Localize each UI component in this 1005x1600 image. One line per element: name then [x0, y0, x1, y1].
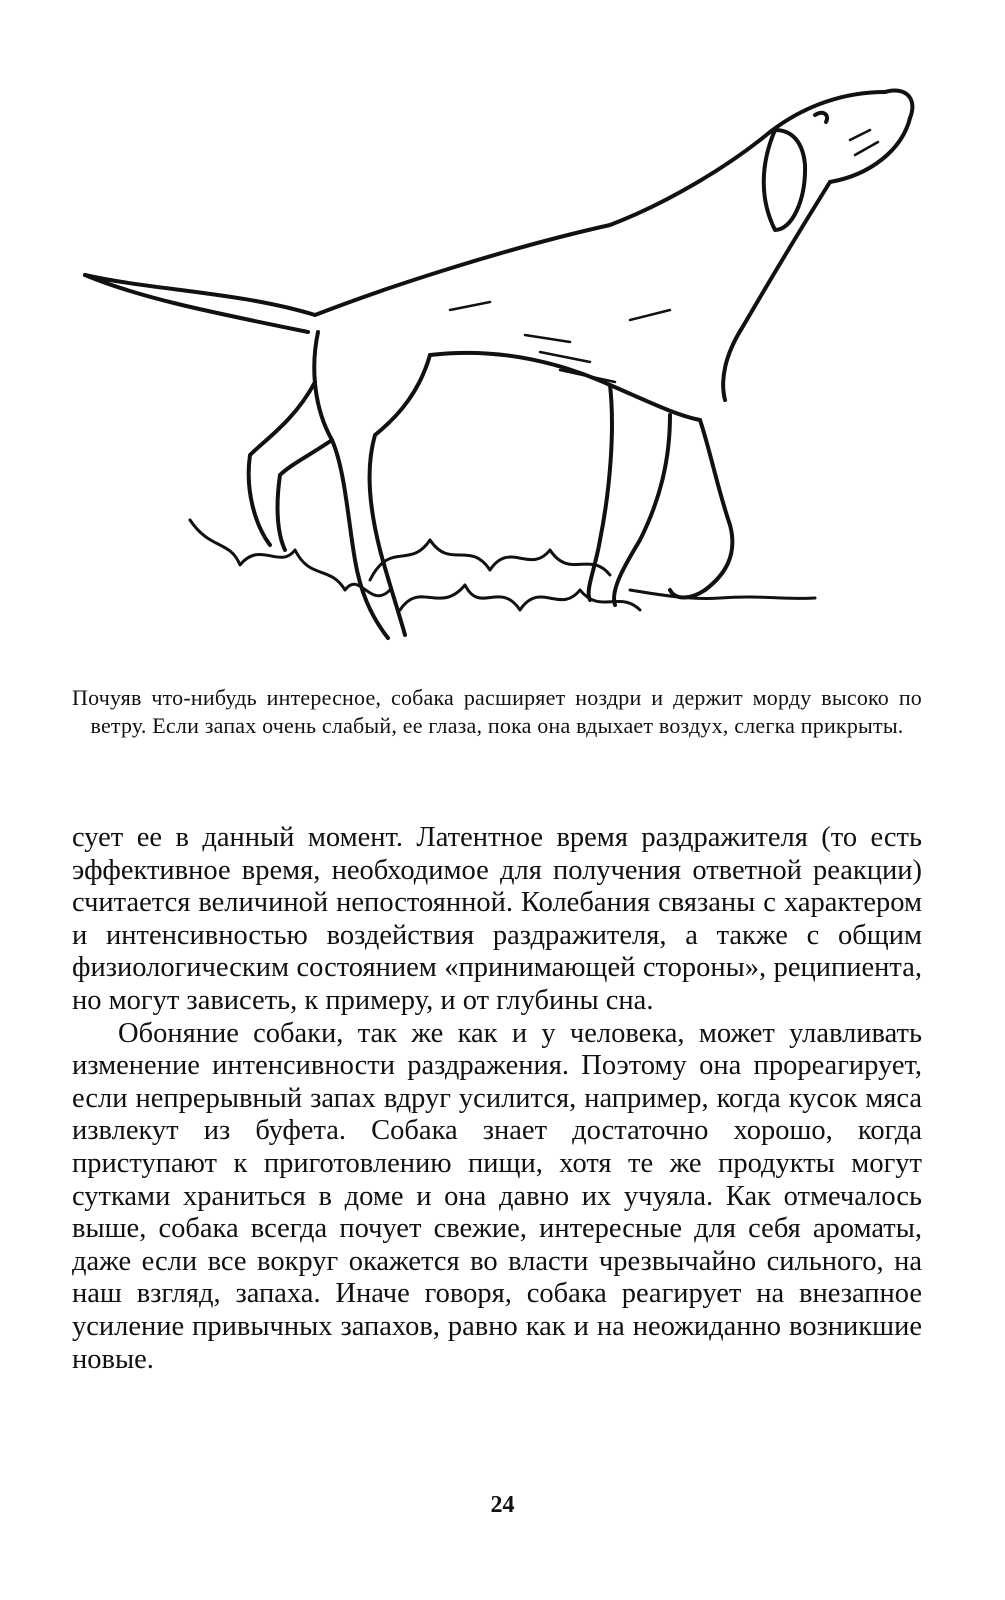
paragraph-2: Обоняние собаки, так же как и у человека, может улавливать изменение интенсивности раздражения. Поэтому она прореагирует, если непрерывный запах вдруг усилится, например, когда кусок мяса извлекут из буфета. Собака знает достаточно хорошо, когда приступают к приготовлению пищи, хотя те же продукты могут сутками храниться в доме и она давно их учуяла. Как отмечалось выше, собака всегда почует свежие, интересные для себя ароматы, даже если все вокруг окажется во власти чрезвычайно сильного, на наш взгляд, запаха. Иначе говоря, собака реагирует на внезапное усиление привычных запахов, равно как и на неожиданно возникшие новые.: [72, 1017, 922, 1375]
dog-illustration: [70, 70, 940, 670]
figure-caption: Почуяв что-нибудь интересное, собака расширяет ноздри и держит морду высоко по ветру. Если запах очень слабый, ее глаза, пока она вдыхает воздух, слегка прикрыты.: [72, 685, 922, 738]
paragraph-1: сует ее в данный момент. Латентное время раздражителя (то есть эффективное время, необходимое для получения ответной реакции) считается величиной непостоянной. Колебания связаны с характером и интенсивностью воздействия раздражителя, а также с общим физиологическим состоянием «принимающей стороны», реципиента, но могут зависеть, к примеру, и от глубины сна.: [72, 822, 922, 1016]
page-number: 24: [490, 1492, 515, 1518]
body-text: [72, 822, 922, 1376]
